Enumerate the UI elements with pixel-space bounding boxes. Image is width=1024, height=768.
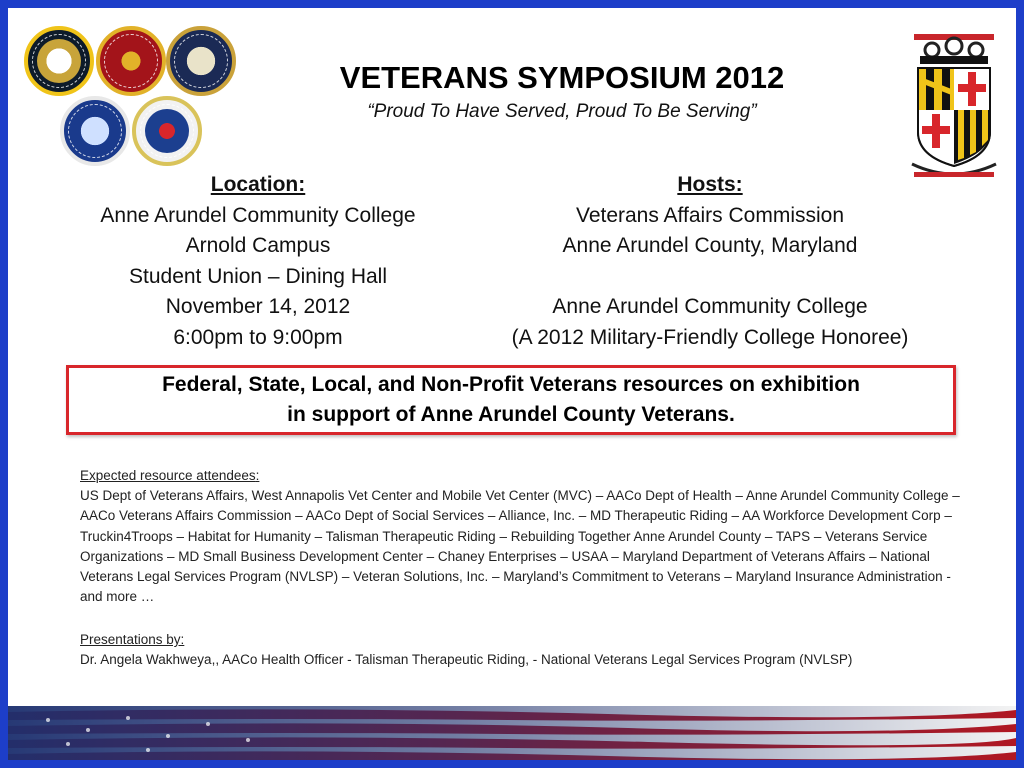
coast-guard-seal-icon (132, 96, 202, 166)
host-line: (A 2012 Military-Friendly College Honoree) (511, 325, 909, 349)
air-force-seal-icon (60, 96, 130, 166)
host-line: Anne Arundel Community College (552, 295, 868, 318)
attendees-text: US Dept of Veterans Affairs, West Annapolis Vet Center and Mobile Vet Center (MVC) – AACo Dept of Health – Anne Arundel Community College – AACo Veterans Affairs Commission – AACo Dept of Social Services – Alliance, Inc. – MD Therapeutic Riding – AA Workforce Development Corp – Truckin4Troops – Habitat for Humanity – Talisman Therapeutic Riding – Rebuilding Together Anne Arundel County – TAPS – Veterans Service Organizations – MD Small Business Development Center – Chaney Enterprises – USAA – Maryland Department of Veterans Affairs – National Veterans Legal Services Program (NVLSP) – Veteran Solutions, Inc. – Maryland’s Commitment to Veterans – Maryland Insurance Administration - and more … (80, 488, 960, 605)
page-title: VETERANS SYMPOSIUM 2012 (339, 60, 785, 95)
attendees-label: Expected resource attendees: (80, 468, 260, 483)
host-line: Anne Arundel County, Maryland (562, 234, 858, 257)
host-line: Veterans Affairs Commission (575, 203, 845, 227)
maryland-crest-icon (906, 28, 1002, 178)
marine-corps-seal-icon (96, 26, 166, 96)
event-date: November 14, 2012 (165, 295, 351, 318)
attendees-section (80, 466, 970, 607)
location-section (48, 170, 468, 353)
army-seal-icon (24, 26, 94, 96)
callout-line: Federal, State, Local, and Non-Profit Veterans resources on exhibition (162, 373, 860, 396)
location-line: Student Union – Dining Hall (129, 264, 387, 288)
hosts-section (454, 170, 966, 353)
flag-banner-decoration (8, 706, 1016, 760)
flyer-page (8, 8, 1016, 760)
location-line: Arnold Campus (185, 234, 331, 257)
event-time: 6:00pm to 9:00pm (173, 325, 343, 349)
location-line: Anne Arundel Community College (100, 203, 416, 227)
exhibition-callout (66, 365, 956, 435)
presentations-section (80, 630, 970, 670)
hosts-heading: Hosts: (677, 173, 743, 196)
presentations-label: Presentations by: (80, 632, 185, 647)
callout-line: in support of Anne Arundel County Veterans. (287, 403, 735, 426)
location-heading: Location: (210, 173, 306, 196)
host-spacer (454, 262, 966, 293)
page-subtitle: “Proud To Have Served, Proud To Be Serving” (367, 101, 757, 122)
presentations-text: Dr. Angela Wakhweya,, AACo Health Officer - Talisman Therapeutic Riding, - National Veterans Legal Services Program (NVLSP) (80, 652, 853, 668)
navy-seal-icon (166, 26, 236, 96)
